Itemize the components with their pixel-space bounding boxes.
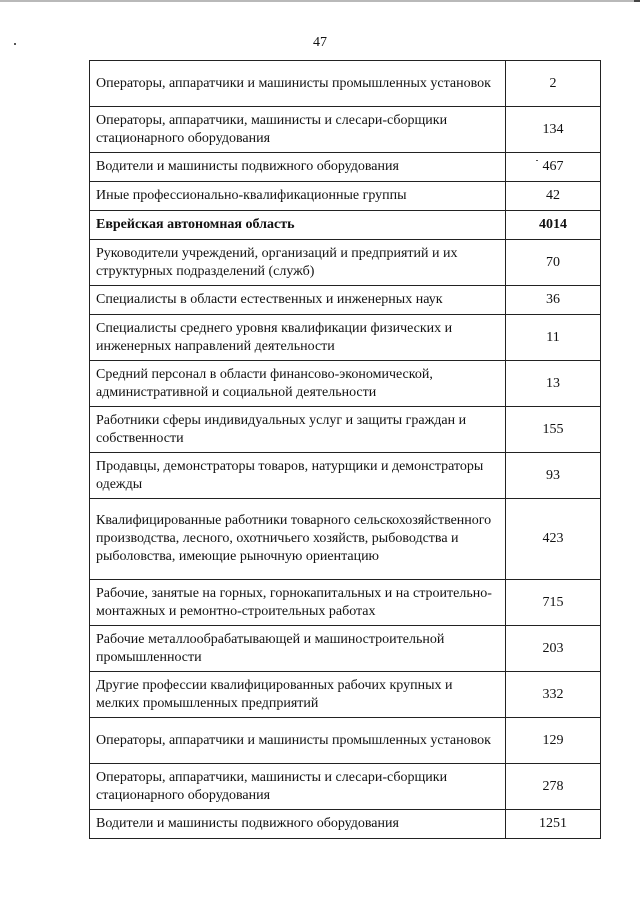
table-row bbox=[90, 153, 601, 182]
table-row bbox=[90, 718, 601, 764]
table-row bbox=[90, 240, 601, 286]
page-number: 47 bbox=[313, 35, 327, 50]
occupation-table bbox=[89, 60, 601, 839]
row-value: 93 bbox=[506, 453, 601, 499]
row-value: 70 bbox=[506, 240, 601, 286]
row-name: Средний персонал в области финансово-экономической, административной и социальной деятельности bbox=[90, 361, 506, 407]
row-value: 129 bbox=[506, 718, 601, 764]
row-value: 42 bbox=[506, 182, 601, 211]
table-row bbox=[90, 453, 601, 499]
table-row bbox=[90, 61, 601, 107]
table-row bbox=[90, 407, 601, 453]
scan-top-edge bbox=[0, 0, 640, 2]
row-value: 134 bbox=[506, 107, 601, 153]
table-row bbox=[90, 580, 601, 626]
table-row bbox=[90, 286, 601, 315]
table-row bbox=[90, 361, 601, 407]
table-row bbox=[90, 764, 601, 810]
row-name: Иные профессионально-квалификационные группы bbox=[90, 182, 506, 211]
row-name: Руководители учреждений, организаций и предприятий и их структурных подразделений (служб) bbox=[90, 240, 506, 286]
table-row bbox=[90, 107, 601, 153]
row-name: Другие профессии квалифицированных рабочих крупных и мелких промышленных предприятий bbox=[90, 672, 506, 718]
row-name: Работники сферы индивидуальных услуг и защиты граждан и собственности bbox=[90, 407, 506, 453]
region-total: 4014 bbox=[506, 211, 601, 240]
row-name: Операторы, аппаратчики, машинисты и слесари-сборщики стационарного оборудования bbox=[90, 107, 506, 153]
row-value: 13 bbox=[506, 361, 601, 407]
row-name: Операторы, аппаратчики и машинисты промышленных установок bbox=[90, 718, 506, 764]
row-name: Водители и машинисты подвижного оборудования bbox=[90, 810, 506, 839]
row-value: 155 bbox=[506, 407, 601, 453]
table-row bbox=[90, 499, 601, 580]
row-value: 423 bbox=[506, 499, 601, 580]
row-value: 467 bbox=[506, 153, 601, 182]
row-value: 203 bbox=[506, 626, 601, 672]
table-row bbox=[90, 182, 601, 211]
row-value: 2 bbox=[506, 61, 601, 107]
row-value: 715 bbox=[506, 580, 601, 626]
row-value: 11 bbox=[506, 315, 601, 361]
region-name: Еврейская автономная область bbox=[90, 211, 506, 240]
table-row-region bbox=[90, 211, 601, 240]
row-name: Операторы, аппаратчики, машинисты и слесари-сборщики стационарного оборудования bbox=[90, 764, 506, 810]
row-value: 1251 bbox=[506, 810, 601, 839]
row-name: Продавцы, демонстраторы товаров, натурщики и демонстраторы одежды bbox=[90, 453, 506, 499]
table-row bbox=[90, 810, 601, 839]
row-name: Специалисты среднего уровня квалификации физических и инженерных направлений деятельности bbox=[90, 315, 506, 361]
table-row bbox=[90, 626, 601, 672]
table-row bbox=[90, 672, 601, 718]
row-name: Специалисты в области естественных и инженерных наук bbox=[90, 286, 506, 315]
row-name: Рабочие металлообрабатывающей и машиностроительной промышленности bbox=[90, 626, 506, 672]
row-name: Операторы, аппаратчики и машинисты промышленных установок bbox=[90, 61, 506, 107]
row-value: 278 bbox=[506, 764, 601, 810]
row-value: 36 bbox=[506, 286, 601, 315]
table-row bbox=[90, 315, 601, 361]
row-value: 332 bbox=[506, 672, 601, 718]
row-name: Квалифицированные работники товарного сельскохозяйственного производства, лесного, охотничьего хозяйств, рыбоводства и рыболовства, имеющие рыночную ориентацию bbox=[90, 499, 506, 580]
row-name: Рабочие, занятые на горных, горнокапитальных и на строительно-монтажных и ремонтно-строительных работах bbox=[90, 580, 506, 626]
row-name: Водители и машинисты подвижного оборудования bbox=[90, 153, 506, 182]
